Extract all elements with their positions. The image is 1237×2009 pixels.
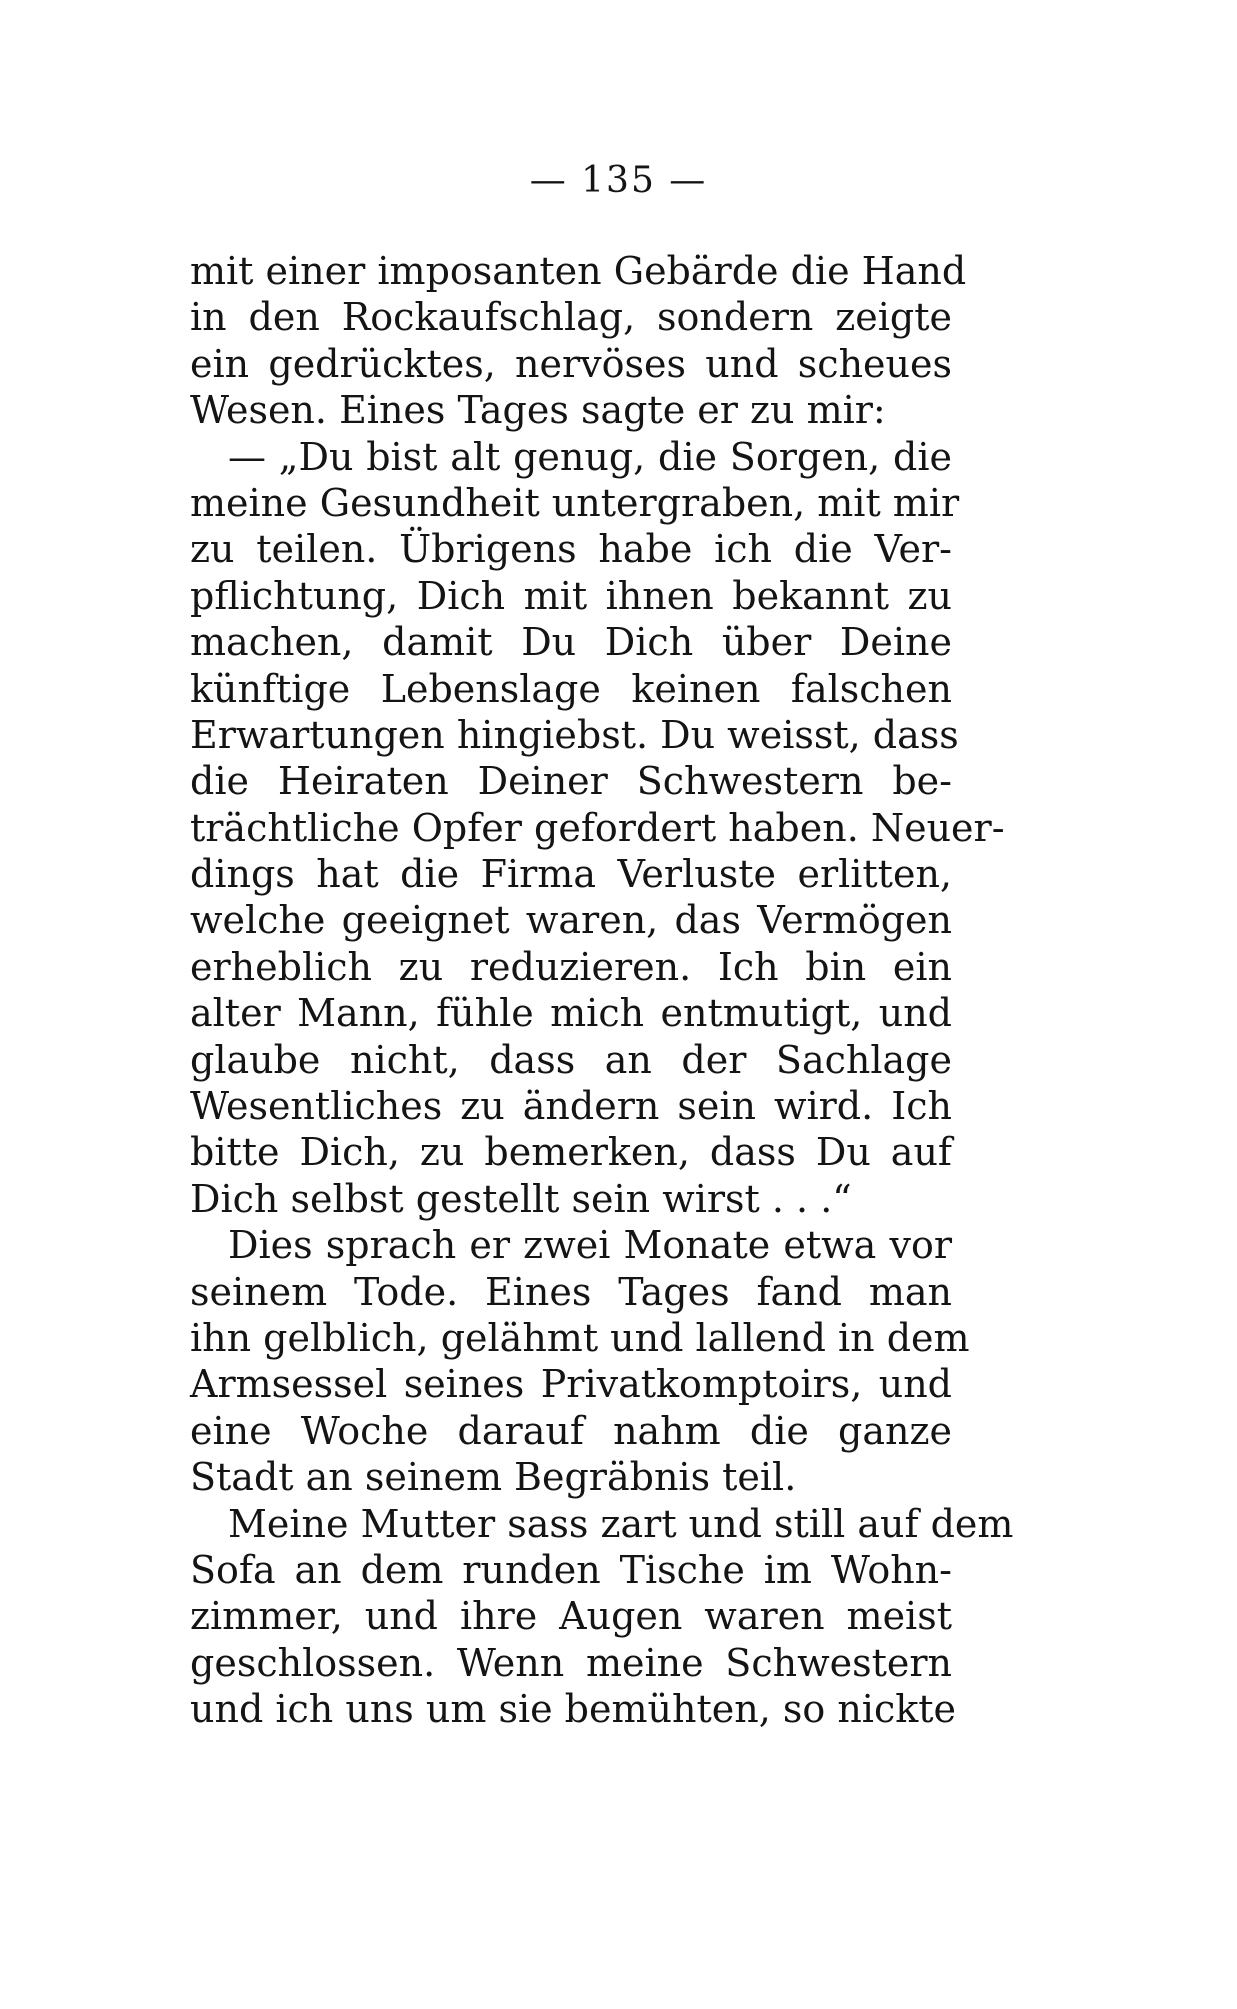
text-line: bitte Dich, zu bemerken, dass Du auf xyxy=(190,1130,952,1175)
text-line: die Heiraten Deiner Schwestern be- xyxy=(190,759,952,804)
text-line: Dies sprach er zwei Monate etwa vor xyxy=(228,1223,952,1268)
text-line: dings hat die Firma Verluste erlitten, xyxy=(190,852,952,897)
text-line: zu teilen. Übrigens habe ich die Ver- xyxy=(190,527,952,572)
text-line: — „Du bist alt genug, die Sorgen, die xyxy=(228,434,952,479)
text-line: in den Rockaufschlag, sondern zeigte xyxy=(190,295,952,340)
text-line: mit einer imposanten Gebärde die Hand xyxy=(190,249,967,293)
text-line: eine Woche darauf nahm die ganze xyxy=(190,1408,952,1453)
text-line: Stadt an seinem Begräbnis teil. xyxy=(190,1455,797,1500)
page-number: — 135 — xyxy=(529,160,708,201)
text-line: geschlossen. Wenn meine Schwestern xyxy=(190,1640,952,1685)
text-line: Erwartungen hingiebst. Du weisst, dass xyxy=(190,712,959,757)
text-line: zimmer, und ihre Augen waren meist xyxy=(190,1594,952,1639)
text-line: erheblich zu reduzieren. Ich bin ein xyxy=(190,944,952,989)
text-line: Sofa an dem runden Tische im Wohn- xyxy=(190,1547,952,1592)
text-line: Armsessel seines Privatkomptoirs, und xyxy=(190,1362,952,1407)
text-line: Wesentliches zu ändern sein wird. Ich xyxy=(190,1084,952,1129)
text-line: Dich selbst gestellt sein wirst . . .“ xyxy=(190,1176,852,1221)
text-line: welche geeignet waren, das Vermögen xyxy=(190,898,952,943)
text-line: pflichtung, Dich mit ihnen bekannt zu xyxy=(190,573,952,618)
text-line: machen, damit Du Dich über Deine xyxy=(190,620,952,665)
text-line: Wesen. Eines Tages sagte er zu mir: xyxy=(190,388,886,433)
text-line: Meine Mutter sass zart und still auf dem xyxy=(228,1501,1014,1546)
text-line: künftige Lebenslage keinen falschen xyxy=(190,666,952,711)
body-text xyxy=(190,248,1014,1733)
text-line: alter Mann, fühle mich entmutigt, und xyxy=(190,991,952,1036)
text-line: und ich uns um sie bemühten, so nickte xyxy=(190,1687,957,1732)
text-line: trächtliche Opfer gefordert haben. Neuer- xyxy=(190,805,1005,850)
text-line: ein gedrücktes, nervöses und scheues xyxy=(190,341,952,386)
text-line: ihn gelblich, gelähmt und lallend in dem xyxy=(190,1315,970,1360)
text-line: seinem Tode. Eines Tages fand man xyxy=(190,1269,952,1314)
text-line: meine Gesundheit untergraben, mit mir xyxy=(190,480,960,525)
text-line: glaube nicht, dass an der Sachlage xyxy=(190,1037,952,1082)
